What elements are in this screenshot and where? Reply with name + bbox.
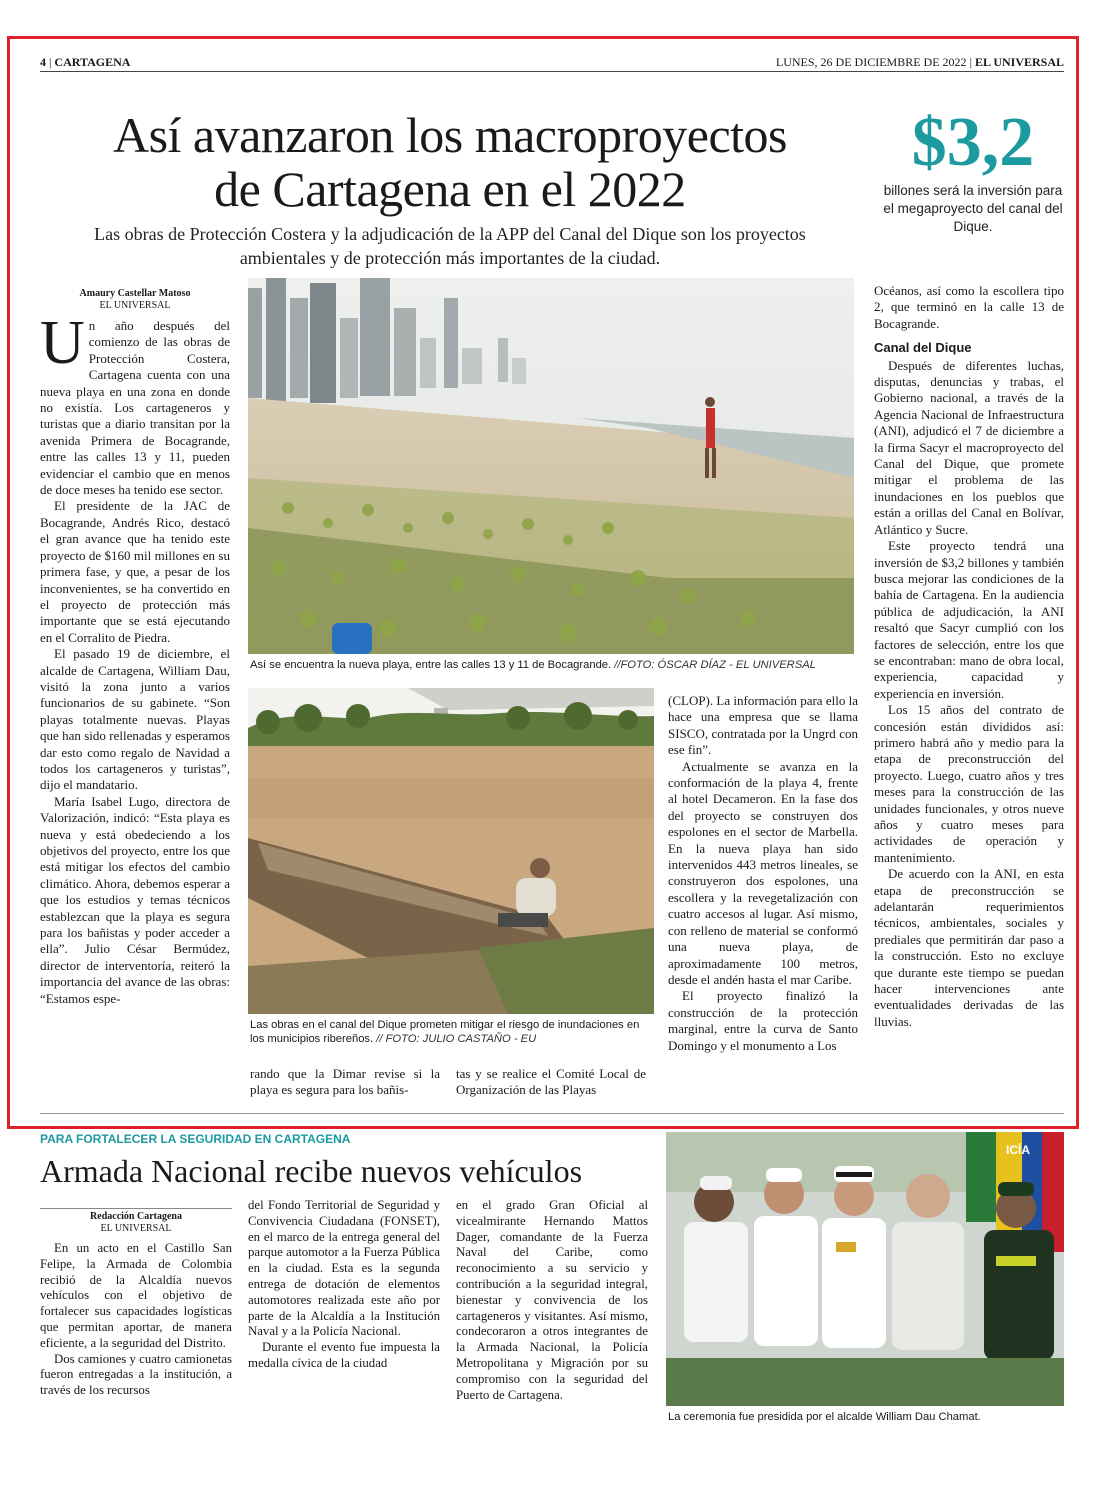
page-date: LUNES, 26 DE DICIEMBRE DE 2022: [775, 55, 967, 69]
byline: [40, 1208, 232, 1235]
article-column-4: [668, 693, 858, 1054]
paragraph: Los 15 años del contrato de concesión están divididos así: primero habrá año y medio para la etapa de preconstrucción del proyecto. Luego, cuatro años y tres meses para la construcción de las unidades funcionales, y otros nueve años y cuatro meses para actividades de operación y mantenimiento.: [874, 702, 1064, 865]
article-headline: [40, 108, 860, 216]
paragraph: rando que la Dimar revise si la playa es segura para los bañis-: [250, 1066, 440, 1098]
ceremony-illustration: [666, 1132, 1064, 1406]
photo-caption: [250, 658, 850, 672]
photo-credit: //FOTO: ÓSCAR DÍAZ - EL UNIVERSAL: [614, 659, 816, 671]
article-column-2: [250, 1066, 440, 1099]
paragraph: Después de diferentes luchas, disputas, denuncias y trabas, el Gobierno nacional, a través de la Agencia Nacional de Infraestructura (ANI), adjudicó el 7 de diciembre a la firma Sacyr el macroproyecto del Canal del Dique, que promete mitigar el problema de las inundaciones en los pueblos que están a orillas del Canal en Bolívar, Atlántico y Sucre.: [874, 357, 1064, 537]
photo-badge-text: ICÍA: [1006, 1143, 1030, 1157]
paragraph: Un año después del comienzo de las obras de Protección Costera, Cartagena cuenta con una nueva playa en una zona en donde no existía. Los cartageneros y turistas que a diario transitan por la avenida Primera de Bocagrande, entre las calles 13 y 11, pueden evidenciar el cambio que en menos de doce meses ha tenido ese sector.: [40, 309, 230, 498]
article2-column-3: [456, 1198, 648, 1403]
canal-illustration: [248, 688, 654, 1014]
article-column-1: [40, 288, 230, 1007]
paragraph: (CLOP). La información para ello la hace una empresa que se llama SISCO, contratada por la Ungrd con ese fin”.: [668, 693, 858, 758]
caption-text: Las obras en el canal del Dique prometen mitigar el riesgo de inundaciones en los municipios ribereños.: [250, 1019, 640, 1045]
paragraph: del Fondo Territorial de Seguridad y Convivencia Ciudadana (FONSET), en el marco de la entrega general del parque automotor a la Fuerza Pública en la ciudad. Esta es la segunda entrega de dotación de elementos automotores realizada este año por parte de la Alcaldía a la Institución Naval y a la Policía Nacional.: [248, 1198, 440, 1339]
ceremony-photo: [666, 1132, 1064, 1406]
drop-cap: U: [40, 309, 85, 377]
paragraph: tas y se realice el Comité Local de Organización de las Playas: [456, 1066, 646, 1098]
paragraph: Dos camiones y cuatro camionetas fueron entregadas a la institución, a través de los recursos: [40, 1351, 232, 1398]
caption-text: La ceremonia fue presidida por el alcalde William Dau Chamat.: [668, 1411, 981, 1423]
paragraph: El pasado 19 de diciembre, el alcalde de Cartagena, William Dau, visitó la zona junto a varios funcionarios de su gabinete. “Son playas totalmente nuevas. Playas que han sido rellenadas y esperamos dar esto como regalo de Navidad a todos los cartageneros y turistas”, dijo el mandatario.: [40, 646, 230, 793]
photo-caption: [250, 1018, 654, 1046]
byline-org: EL UNIVERSAL: [99, 300, 171, 311]
photo-credit: // FOTO: JULIO CASTAÑO - EU: [376, 1033, 537, 1045]
paragraph: En un acto en el Castillo San Felipe, la Armada de Colombia recibió de la Alcaldía nuevos vehículos con el objetivo de fortalecer sus capacidades logísticas que permitan aportar, de manera eficiente, a la seguridad del Distrito.: [40, 1241, 232, 1350]
article-subtitle: Las obras de Protección Costera y la adjudicación de la APP del Canal del Dique son los proyectos ambientales y de protección más importantes de la ciudad.: [94, 224, 806, 268]
headline-line-1: Así avanzaron los macroproyectos: [112, 107, 788, 163]
article-separator: [40, 1113, 1064, 1114]
beach-illustration: [248, 278, 854, 654]
byline-name: Redacción Cartagena: [90, 1211, 182, 1222]
headline-line-2: de Cartagena en el 2022: [214, 161, 686, 217]
byline-org: EL UNIVERSAL: [100, 1223, 172, 1234]
section-subtitle: Canal del Dique: [874, 340, 972, 356]
caption-text: Así se encuentra la nueva playa, entre las calles 13 y 11 de Bocagrande.: [250, 659, 612, 671]
paragraph: El presidente de la JAC de Bocagrande, Andrés Rico, destacó el gran avance que ha tenido este proyecto de $160 mil millones en su primera fase, y que, a pesar de los inconvenientes, se ha convertido en el proyecto de protección más importante que se está ejecutando en el Corralito de Piedra.: [40, 498, 230, 645]
page-number: 4: [40, 55, 46, 69]
page-dateline: LUNES, 26 DE DICIEMBRE DE 2022 | EL UNIVERSAL: [775, 55, 1064, 69]
paragraph: en el grado Gran Oficial al vicealmirante Hernando Mattos Dager, comandante de la Fuerza Naval del Caribe, como reconocimiento a su servicio y contribución a la seguridad integral, bienestar y convivencia de los cartageneros y visitantes. Así mismo, condecoraron a otros integrantes de la Armada Nacional, la Policía Metropolitana y Migración por su compromiso con la seguridad del Puerto de Cartagena.: [456, 1198, 648, 1402]
article-column-3: [456, 1066, 646, 1099]
highlight-number: $3,2: [911, 104, 1035, 181]
byline-name: Amaury Castellar Matoso: [79, 288, 191, 299]
paper-name: EL UNIVERSAL: [974, 55, 1064, 69]
paragraph: Este proyecto tendrá una inversión de $3,2 billones y también busca mejorar las condiciones de la bahía de Cartagena. En la audiencia pública de adjudicación, la ANI resaltó que Sacyr cumplió con los factores de selección, entre los que se encontraban: mano de obra local, experiencia, capacidad y experiencia en inversión.: [874, 538, 1064, 701]
paragraph: Océanos, así como la escollera tipo 2, que terminó en la calle 13 de Bocagrande.: [874, 283, 1064, 331]
canal-photo: [248, 688, 654, 1014]
highlight-caption: billones será la inversión para el megaproyecto del canal del Dique.: [883, 183, 1063, 234]
paragraph: María Isabel Lugo, directora de Valorización, indicó: “Esta playa es nueva y está obedeciendo a los objetivos del proyecto, entre los que está mitigar los efectos del cambio climático. Ahora, debemos esperar a que los estudios y temas técnicos establezcan que la playa es segura para los bañistas y poder acceder a ella”. Julio César Bermúdez, director de interventoría, reiteró la importancia del avance de las obras: “Estamos espe-: [40, 793, 230, 1006]
photo-caption: [668, 1410, 1064, 1424]
article2-kicker: PARA FORTALECER LA SEGURIDAD EN CARTAGENA: [40, 1132, 351, 1146]
article2-headline: Armada Nacional recibe nuevos vehículos: [40, 1153, 583, 1189]
paragraph: Durante el evento fue impuesta la medalla cívica de la ciudad: [248, 1340, 440, 1370]
paragraph: El proyecto finalizó la construcción de la protección marginal, entre la curva de Santo Domingo y el monumento a Los: [668, 988, 858, 1053]
article2-column-1: [40, 1208, 232, 1399]
paragraph: De acuerdo con la ANI, en esta etapa de preconstrucción se adelantarán requerimientos técnicos, ambientales, sociales y prediales que permitirán dar paso a la construcción. Esto no excluye que durante este tiempo se puedan hacer intervenciones ante eventualidades derivadas de las lluvias.: [874, 866, 1064, 1029]
beach-photo: [248, 278, 854, 654]
page-header: [40, 54, 1064, 72]
page-section: 4 | CARTAGENA: [40, 55, 131, 69]
section-name: CARTAGENA: [54, 55, 131, 69]
paragraph: Actualmente se avanza en la conformación de la playa 4, frente al hotel Decameron. En la fase dos del proyecto se construyen dos espolones en el sector de Marbella. En la nueva playa han sido intervenidos 443 metros lineales, se construyeron dos espolones, una escollera y la revegetalización con cuatro accesos al lugar. Así mismo, con relleno de material se conformó una nueva playa, de aproximadamente 100 metros, desde el andén hasta el mar Caribe.: [668, 758, 858, 987]
article-column-5: [874, 283, 1064, 1030]
article2-column-2: [248, 1198, 440, 1372]
